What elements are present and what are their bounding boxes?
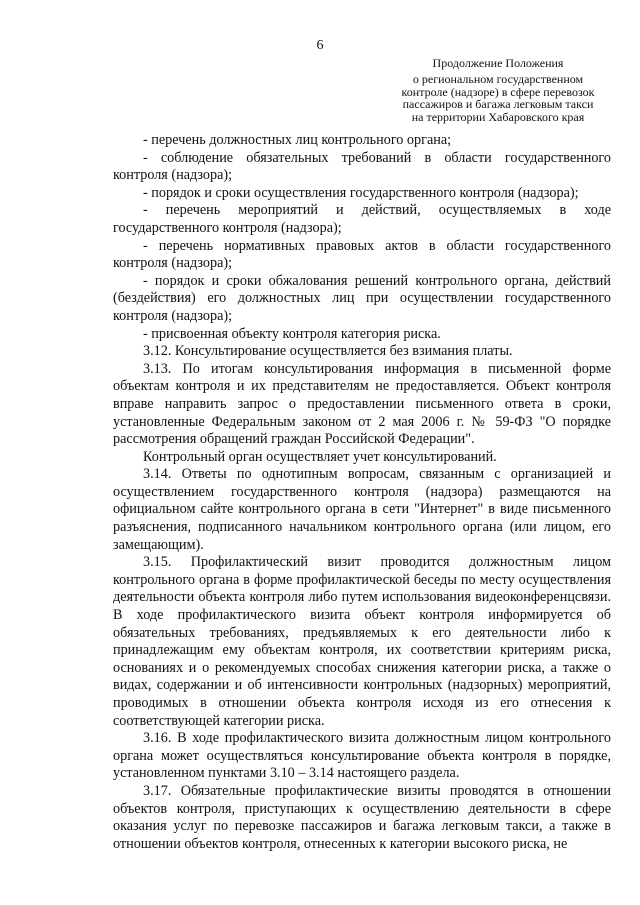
document-header	[376, 57, 620, 123]
paragraph-list-item: - порядок и сроки осуществления государственного контроля (надзора);	[143, 184, 579, 201]
paragraph-list-item: - перечень мероприятий и действий, осуществляемых в ходе государственного контроля (надзора);	[113, 202, 611, 236]
header-line: пассажиров и багажа легковым такси	[402, 97, 594, 112]
paragraph-list-item: - перечень должностных лиц контрольного органа;	[143, 132, 452, 148]
header-line: на территории Хабаровского края	[411, 109, 585, 124]
paragraph-3-14: 3.14. Ответы по однотипным вопросам, связанным с организацией и осуществлением государственного контроля (надзора) размещаются на официальном сайте контрольного органа в сети "Интернет" в виде письменного разъяснения, подписанного начальником контрольного органа (или лицом, его замещающим).	[113, 466, 611, 553]
header-line: контроле (надзоре) в сфере перевозок	[401, 84, 595, 99]
paragraph-3-17: 3.17. Обязательные профилактические визиты проводятся в отношении объектов контроля, приступающих к осуществлению деятельности в сфере оказания услуг по перевозке пассажиров и багажа легковым такси, а также в отношении объектов контроля, отнесенных к категории высокого риска, не	[113, 782, 611, 852]
paragraph-list-item: - присвоенная объекту контроля категория риска.	[143, 325, 441, 342]
header-title: Продолжение Положения	[432, 56, 564, 70]
paragraph-list-item: - порядок и сроки обжалования решений контрольного органа, действий (бездействия) его должностных лиц при осуществлении государственного контроля (надзора);	[113, 272, 611, 324]
paragraph-3-13: 3.13. По итогам консультирования информация в письменной форме объектам контроля и их представителям не предоставляется. Объект контроля вправе направить запрос о предоставлении письменного ответа в сроки, установленные Федеральным законом от 2 мая 2006 г. № 59-ФЗ "О порядке рассмотрения обращений граждан Российской Федерации".	[113, 360, 611, 448]
paragraph-3-12: 3.12. Консультирование осуществляется без взимания платы.	[143, 343, 513, 360]
paragraph-list-item: - соблюдение обязательных требований в области государственного контроля (надзора);	[113, 149, 611, 184]
header-line: о региональном государственном	[412, 72, 584, 87]
page-number: 6	[316, 38, 324, 53]
paragraph-list-item: - перечень нормативных правовых актов в области государственного контроля (надзора);	[113, 237, 611, 272]
document-body	[113, 132, 611, 853]
paragraph-consultation-record: Контрольный орган осуществляет учет консультирований.	[143, 448, 497, 465]
paragraph-3-15: 3.15. Профилактический визит проводится должностным лицом контрольного органа в форме профилактической беседы по месту осуществления деятельности объекта контроля либо путем использования видеоконференцсвязи. В ходе профилактического визита объект контроля информируется об обязательных требованиях, предъявляемых к его деятельности либо к принадлежащим ему объектам контроля, их соответствии критериям риска, основаниях и о рекомендуемых способах снижения категории риска, а также о видах, содержании и об интенсивности контрольных (надзорных) мероприятий, проводимых в отношении объекта контроля исходя из его отнесения к соответствующей категории риска.	[113, 554, 611, 729]
paragraph-3-16: 3.16. В ходе профилактического визита должностным лицом контрольного органа может осуществляться консультирование объекта контроля в порядке, установленном пунктами 3.10 – 3.14 настоящего раздела.	[113, 730, 611, 782]
